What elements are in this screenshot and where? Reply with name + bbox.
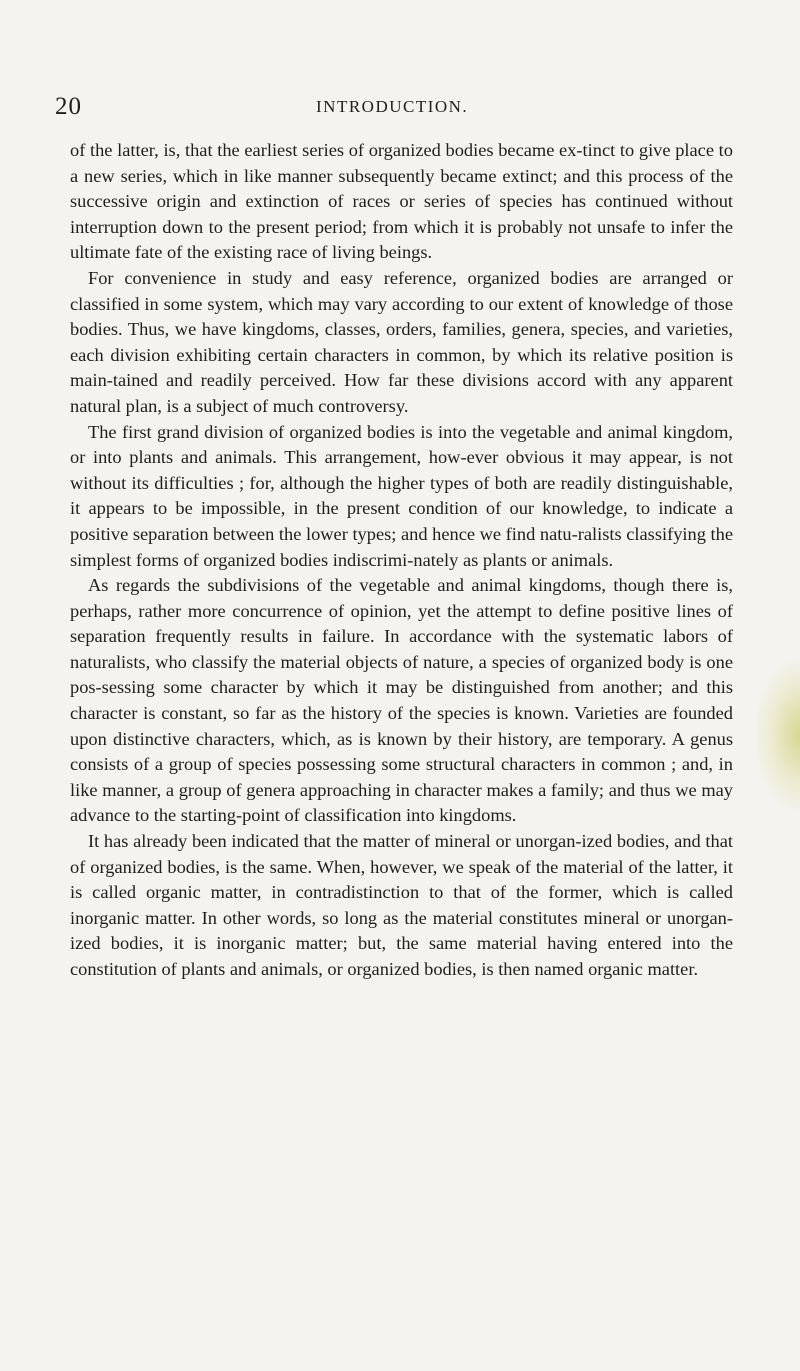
paragraph-grand-division: The first grand division of organized bodies is into the vegetable and animal kingdom, or into plants and animals. This arrangement, how-ever obvious it may appear, is not without its difficulties ; for, although the higher types of both are readily distinguishable, it appears to be impossible, in the present condition of our knowledge, to indicate a positive separation between the lower types; and hence we find natu-ralists classifying the simplest forms of organized bodies indiscrimi-nately as plants or animals. [70, 421, 733, 570]
body-text [70, 138, 733, 983]
paragraph-subdivisions: As regards the subdivisions of the vegetable and animal kingdoms, though there is, perhaps, rather more concurrence of opinion, yet the attempt to define positive lines of separation frequently results in failure. In accordance with the systematic labors of naturalists, who classify the material objects of nature, a species of organized body is one pos-sessing some character by which it may be distinguished from another; and this character is constant, so far as the history of the species is known. Varieties are founded upon distinctive characters, which, as is known by their history, are temporary. A genus consists of a group of species possessing some structural characters in common ; and, in like manner, a group of genera approaching in character makes a family; and thus we may advance to the starting-point of classification into kingdoms. [70, 575, 733, 826]
paragraph-organic-matter: It has already been indicated that the matter of mineral or unorgan-ized bodies, and that of organized bodies, is the same. When, however, we speak of the material of the latter, it is called organic matter, in contradistinction to that of the former, which is called inorganic matter. In other words, so long as the material constitutes mineral or unorgan-ized bodies, it is inorganic matter; but, the same material having entered into the constitution of plants and animals, or organized bodies, is then named organic matter. [70, 831, 733, 979]
page-number: 20 [55, 93, 82, 120]
page-header [0, 92, 800, 122]
running-head: INTRODUCTION. [316, 97, 469, 116]
paragraph-continuation: of the latter, is, that the earliest series of organized bodies became ex-tinct to give place to a new series, which in like manner subsequently became extinct; and this process of the successive origin and extinction of races or series of species has continued without interruption down to the present period; from which it is probably not unsafe to infer the ultimate fate of the existing race of living beings. [70, 140, 733, 263]
page-edge-stain [756, 660, 800, 810]
paragraph-classification: For convenience in study and easy reference, organized bodies are arranged or classified in some system, which may vary according to our extent of knowledge of those bodies. Thus, we have kingdoms, classes, orders, families, genera, species, and varieties, each division exhibiting certain characters in common, by which its relative position is main-tained and readily perceived. How far these divisions accord with any apparent natural plan, is a subject of much controversy. [70, 267, 733, 416]
